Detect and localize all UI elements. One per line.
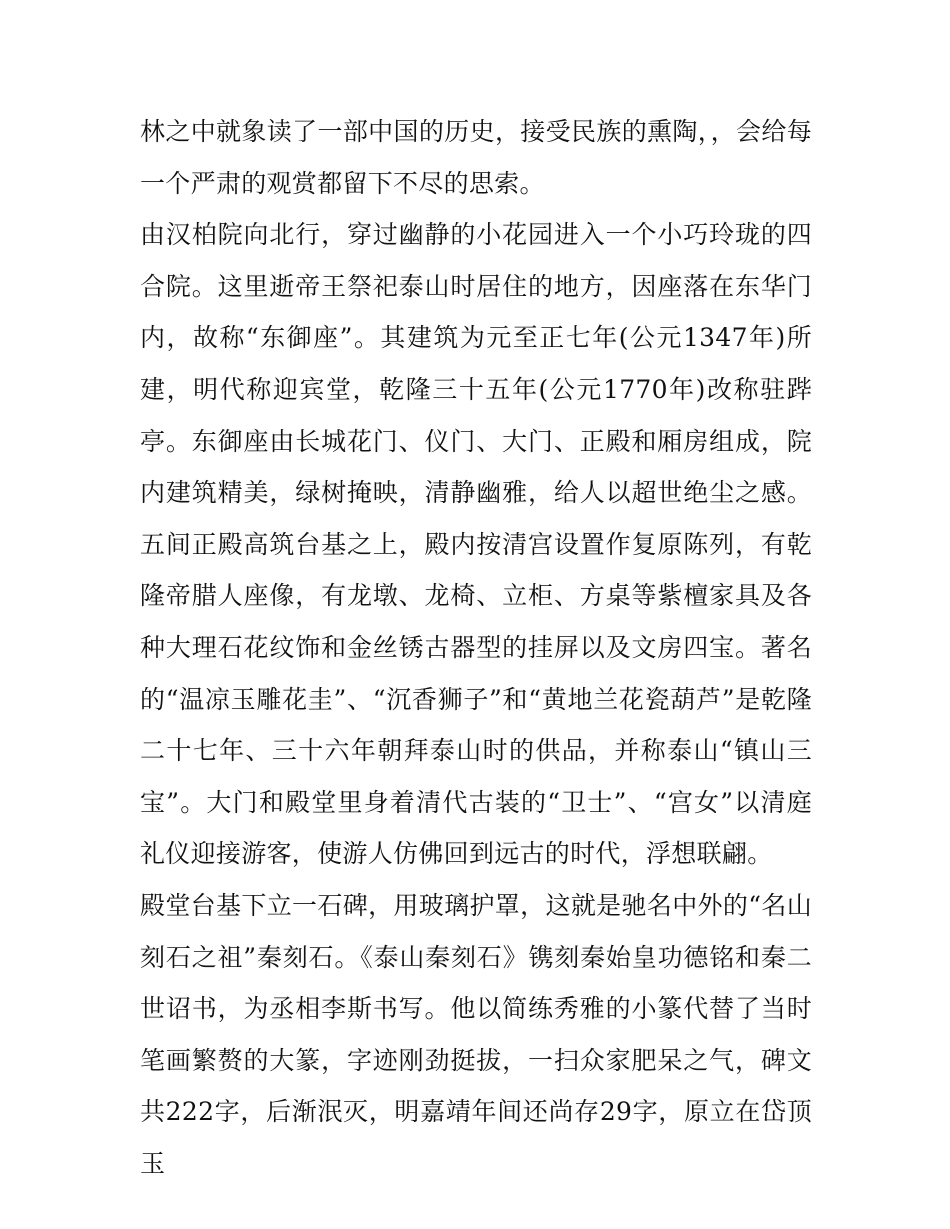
body-text [140, 106, 812, 1189]
paragraph-qin-stele: 殿堂台基下立一石碑，用玻璃护罩，这就是驰名中外的“名山刻石之祖”秦刻石。《泰山秦刻石》镌刻秦始皇功德铭和秦二世诏书，为丞相李斯书写。他以简练秀雅的小篆代替了当时笔画繁赘的大篆，字迹刚劲挺拔，一扫众家肥呆之气，碑文共222字，后渐泯灭，明嘉靖年间还尚存29字，原立在岱顶玉 [140, 890, 812, 1178]
paragraph-history-reflection: 林之中就象读了一部中国的历史，接受民族的熏陶，，会给每一个严肃的观赏都留下不尽的思索。 [140, 117, 812, 198]
paragraph-dongyuzuo: 由汉柏院向北行，穿过幽静的小花园进入一个小巧玲珑的四合院。这里逝帝王祭祀泰山时居住的地方，因座落在东华门内，故称“东御座”。其建筑为元至正七年(公元1347年)所建，明代称迎宾堂，乾隆三十五年(公元1770年)改称驻跸亭。东御座由长城花门、仪门、大门、正殿和厢房组成，院内建筑精美，绿树掩映，清静幽雅，给人以超世绝尘之感。五间正殿高筑台基之上，殿内按清宫设置作复原陈列，有乾隆帝腊人座像，有龙墩、龙椅、立柜、方桌等紫檀家具及各种大理石花纹饰和金丝锈古器型的挂屏以及文房四宝。著名的“温凉玉雕花圭”、“沉香狮子”和“黄地兰花瓷葫芦”是乾隆二十七年、三十六年朝拜泰山时的供品，并称泰山“镇山三宝”。大门和殿堂里身着清代古装的“卫士”、“宫女”以清庭礼仪迎接游客，使游人仿佛回到远古的时代，浮想联翩。 [140, 220, 812, 869]
